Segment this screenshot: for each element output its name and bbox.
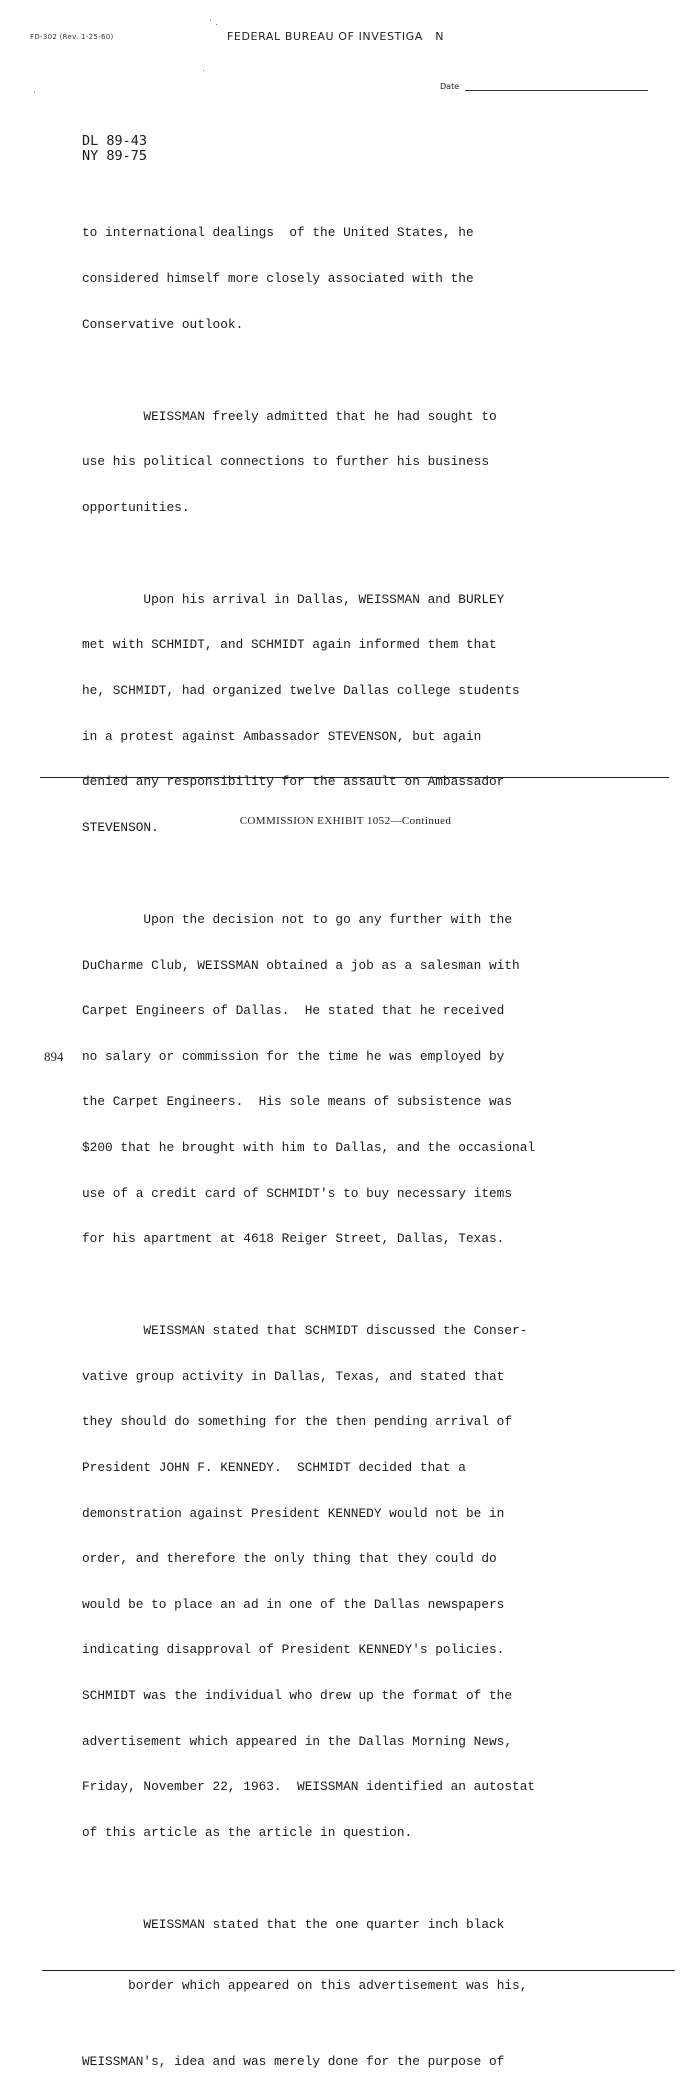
text-line: opportunities. — [82, 499, 190, 515]
struck-text-line — [42, 1963, 642, 2024]
text-line: the Carpet Engineers. His sole means of subsistence was — [82, 1094, 513, 1110]
text-line: indicating disapproval of President KENNEDY's policies. — [82, 1642, 505, 1658]
scan-speck — [203, 70, 204, 71]
text-line: vative group activity in Dallas, Texas, and stated that — [82, 1368, 505, 1384]
paragraph-2 — [82, 378, 642, 545]
text-line: STEVENSON. — [82, 819, 159, 835]
text-line: to international dealings of the United States, he — [82, 225, 474, 241]
paragraph-1 — [82, 195, 642, 362]
date-blank-line — [465, 82, 648, 91]
text-line: for his apartment at 4618 Reiger Street, Dallas, Texas. — [82, 1231, 505, 1247]
text-line: demonstration against President KENNEDY would not be in — [82, 1505, 505, 1521]
form-number: FD-302 (Rev. 1-25-60) — [30, 33, 114, 41]
text-line: $200 that he brought with him to Dallas, and the occasional — [82, 1139, 536, 1155]
text-line: advertisement which appeared in the Dallas Morning News, — [82, 1733, 513, 1749]
date-label: Date — [440, 82, 460, 91]
text-line: use of a credit card of SCHMIDT's to buy necessary items — [82, 1185, 513, 1201]
text-line: he, SCHMIDT, had organized twelve Dallas college students — [82, 683, 520, 699]
agency-header: FEDERAL BUREAU OF INVESTIGA N — [227, 30, 445, 43]
paragraph-4 — [82, 882, 642, 1277]
underline-rule — [40, 777, 669, 778]
text-line: denied any responsibility for the assault on Ambassador — [82, 774, 505, 790]
date-field — [440, 82, 648, 91]
text-line: WEISSMAN's, idea and was merely done for the purpose of — [82, 2053, 505, 2069]
text-line: they should do something for the then pending arrival of — [82, 1414, 513, 1430]
text-line: SCHMIDT was the individual who drew up the format of the — [82, 1688, 513, 1704]
text-line: Upon his arrival in Dallas, WEISSMAN and BURLEY — [82, 591, 505, 607]
page-number: 894 — [44, 1049, 64, 1064]
text-line: would be to place an ad in one of the Dallas newspapers — [82, 1596, 505, 1612]
file-numbers — [82, 134, 147, 164]
text-line: Conservative outlook. — [82, 316, 244, 332]
text-line: WEISSMAN stated that SCHMIDT discussed the Conser- — [82, 1323, 528, 1339]
exhibit-caption: COMMISSION EXHIBIT 1052—Continued — [239, 815, 452, 827]
text-line: of this article as the article in question. — [82, 1824, 413, 1840]
scan-speck — [34, 92, 35, 93]
scan-speck — [216, 24, 217, 25]
text-line: use his political connections to further his business — [82, 454, 490, 470]
strikethrough-rule — [42, 1970, 675, 1971]
text-line: order, and therefore the only thing that they could do — [82, 1551, 497, 1567]
text-line: DuCharme Club, WEISSMAN obtained a job as a salesman with — [82, 957, 520, 973]
text-line: WEISSMAN freely admitted that he had sought to — [82, 408, 497, 424]
scan-speck — [210, 20, 211, 21]
document-body — [82, 195, 642, 2099]
text-line: Upon the decision not to go any further with the — [82, 911, 513, 927]
text-line: met with SCHMIDT, and SCHMIDT again informed them that — [82, 637, 497, 653]
paragraph-5 — [82, 1293, 642, 1871]
text-line: President JOHN F. KENNEDY. SCHMIDT decided that a — [82, 1460, 466, 1476]
text-line: WEISSMAN stated that the one quarter inch black — [82, 1916, 505, 1932]
text-line: Carpet Engineers of Dallas. He stated that he received — [82, 1003, 505, 1019]
text-line: Friday, November 22, 1963. WEISSMAN identified an autostat — [82, 1779, 536, 1795]
text-line: no salary or commission for the time he was employed by — [82, 1048, 505, 1064]
text-line: in a protest against Ambassador STEVENSON, but again — [82, 728, 482, 744]
text-line: considered himself more closely associated with the — [82, 271, 474, 287]
paragraph-6 — [82, 1887, 642, 2099]
file-number-newyork: NY 89-75 — [82, 148, 148, 164]
struck-text: border which appeared on this advertisement was his, — [128, 1977, 528, 1993]
file-number-dallas: DL 89-43 — [82, 133, 148, 149]
